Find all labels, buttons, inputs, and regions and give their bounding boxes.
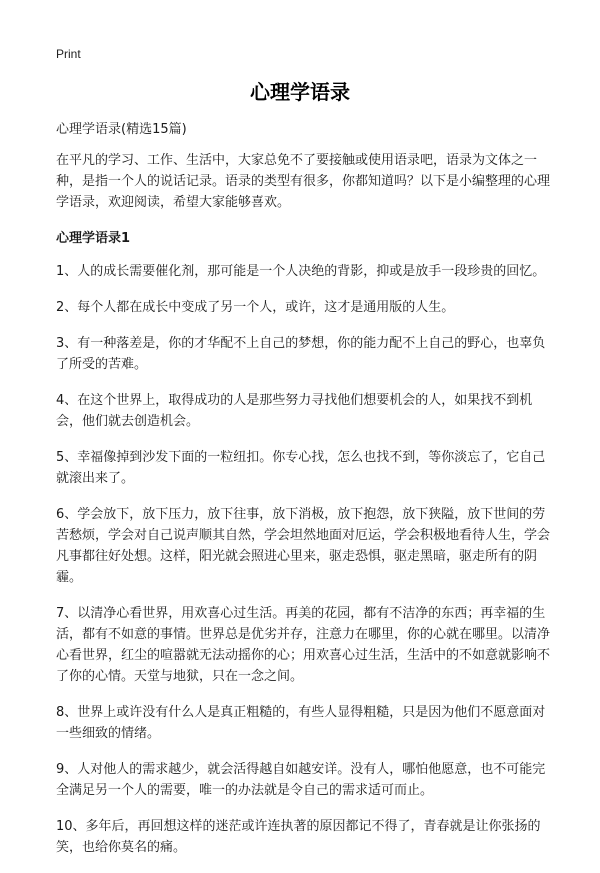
quote-paragraph-4: 4、在这个世界上，取得成功的人是那些努力寻找他们想要机会的人，如果找不到机会，他们就去创造机会。 xyxy=(56,393,533,429)
quote-paragraph-6: 6、学会放下，放下压力，放下往事，放下消极，放下抱怨，放下狭隘，放下世间的劳苦愁烦，学会对自己说声顺其自然，学会坦然地面对厄运，学会积极地看待人生，学会凡事都往好处想。这样，阳光就会照进心里来，驱走恐惧，驱走黑暗，驱走所有的阴霾。 xyxy=(56,507,551,585)
document-subtitle: 心理学语录(精选15篇) xyxy=(56,122,187,137)
section-heading: 心理学语录1 xyxy=(56,231,131,246)
quote-paragraph-2: 2、每个人都在成长中变成了另一个人，或许，这才是通用版的人生。 xyxy=(56,300,455,315)
intro-paragraph: 在平凡的学习、工作、生活中，大家总免不了要接触或使用语录吧，语录为文体之一种，是指一个人的说话记录。语录的类型有很多，你都知道吗？以下是小编整理的心理学语录，欢迎阅读，希望大家能够喜欢。 xyxy=(56,153,551,210)
quote-paragraph-7: 7、以清净心看世界，用欢喜心过生活。再美的花园，都有不洁净的东西；再幸福的生活，都有不如意的事情。世界总是优劣并存，注意力在哪里，你的心就在哪里。以清净心看世界，红尘的喧嚣就无法动摇你的心；用欢喜心过生活，生活中的不如意就影响不了你的心情。天堂与地狱，只在一念之间。 xyxy=(56,606,551,684)
page-title: 心理学语录 xyxy=(250,80,350,104)
quote-paragraph-10: 10、多年后，再回想这样的迷茫或许连执著的原因都记不得了，青春就是让你张扬的笑，也给你莫名的痛。 xyxy=(56,819,541,855)
quote-paragraph-5: 5、幸福像掉到沙发下面的一粒纽扣。你专心找，怎么也找不到，等你淡忘了，它自己就滚出来了。 xyxy=(56,450,546,486)
document-body xyxy=(56,119,552,873)
print-link[interactable]: Print xyxy=(56,47,81,61)
quote-paragraph-1: 1、人的成长需要催化剂，那可能是一个人决绝的背影，抑或是放手一段珍贵的回忆。 xyxy=(56,264,546,279)
quote-paragraph-9: 9、人对他人的需求越少，就会活得越自如越安详。没有人，哪怕他愿意，也不可能完全满足另一个人的需要，唯一的办法就是令自己的需求适可而止。 xyxy=(56,762,546,798)
quote-paragraph-3: 3、有一种落差是，你的才华配不上自己的梦想，你的能力配不上自己的野心，也辜负了所受的苦难。 xyxy=(56,336,546,372)
quote-paragraph-8: 8、世界上或许没有什么人是真正粗糙的，有些人显得粗糙，只是因为他们不愿意面对一些细致的情绪。 xyxy=(56,705,546,741)
